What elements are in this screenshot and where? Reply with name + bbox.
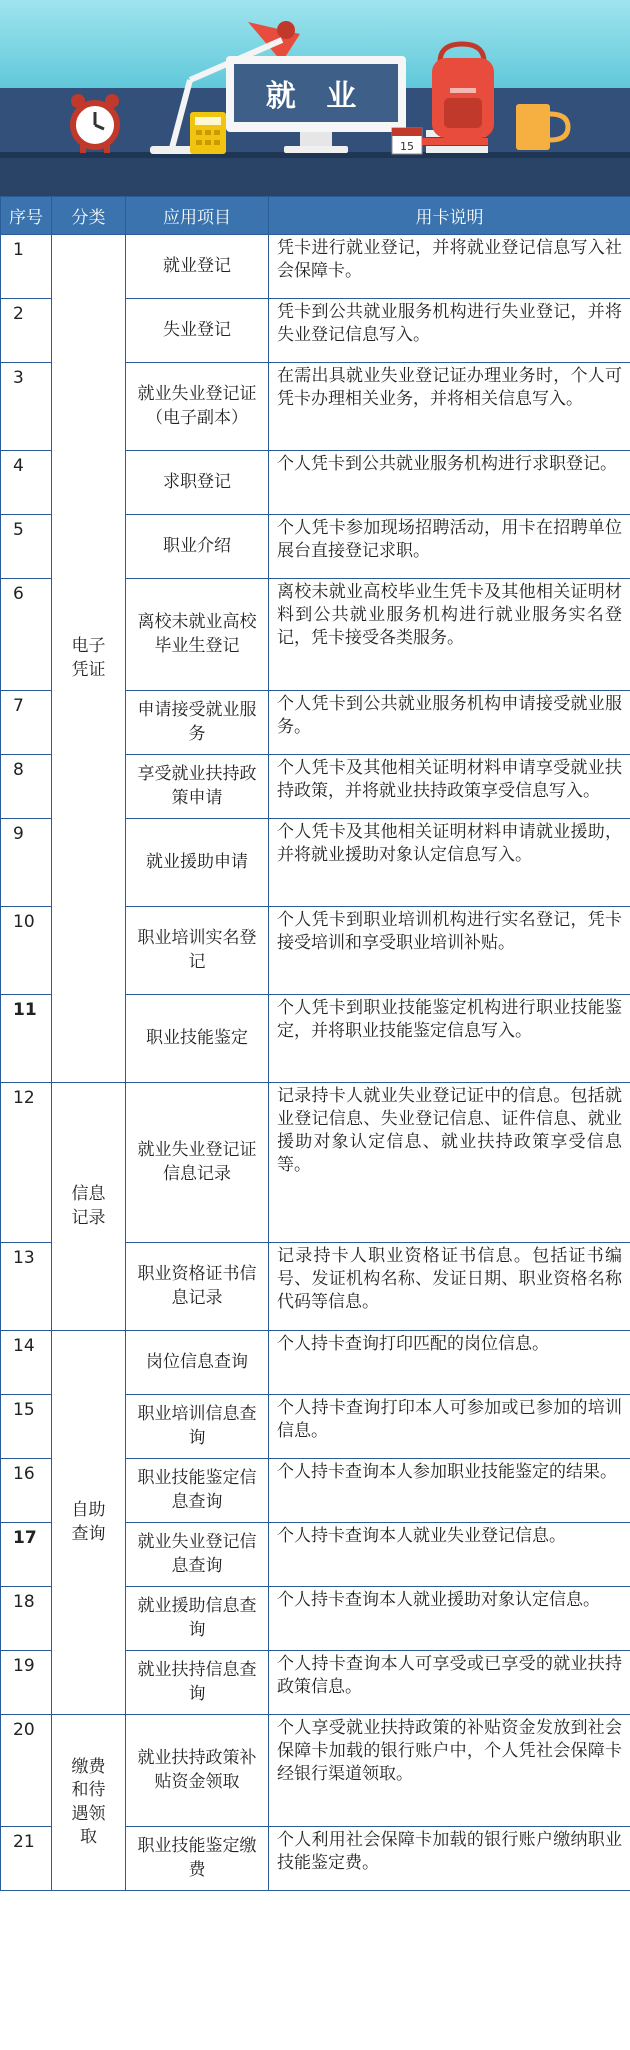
row-description: 凭卡进行就业登记，并将就业登记信息写入社会保障卡。 [269, 235, 630, 299]
calculator-icon [190, 112, 226, 154]
row-number: 16 [1, 1459, 52, 1523]
row-number: 20 [1, 1715, 52, 1827]
row-item: 就业登记 [126, 235, 269, 299]
row-number: 10 [1, 907, 52, 995]
row-description: 个人持卡查询本人参加职业技能鉴定的结果。 [269, 1459, 630, 1523]
row-number: 13 [1, 1243, 52, 1331]
row-item: 职业培训信息查询 [126, 1395, 269, 1459]
row-number: 15 [1, 1395, 52, 1459]
row-description: 个人凭卡到职业培训机构进行实名登记，凭卡接受培训和享受职业培训补贴。 [269, 907, 630, 995]
row-item: 就业扶持信息查询 [126, 1651, 269, 1715]
header-num: 序号 [1, 197, 52, 235]
table-row [1, 1715, 630, 1827]
row-description: 个人凭卡到公共就业服务机构进行求职登记。 [269, 451, 630, 515]
row-number: 8 [1, 755, 52, 819]
table-row [1, 235, 630, 299]
row-description: 离校未就业高校毕业生凭卡及其他相关证明材料到公共就业服务机构进行就业服务实名登记，凭卡接受各类服务。 [269, 579, 630, 691]
row-item: 职业介绍 [126, 515, 269, 579]
row-number: 18 [1, 1587, 52, 1651]
row-item: 就业失业登记证信息记录 [126, 1083, 269, 1243]
row-description: 凭卡到公共就业服务机构进行失业登记，并将失业登记信息写入。 [269, 299, 630, 363]
row-item: 职业技能鉴定 [126, 995, 269, 1083]
row-number: 9 [1, 819, 52, 907]
header-category: 分类 [52, 197, 126, 235]
row-number: 6 [1, 579, 52, 691]
calendar-day: 15 [400, 140, 414, 153]
row-number: 21 [1, 1827, 52, 1891]
banner [0, 0, 630, 196]
row-number: 5 [1, 515, 52, 579]
employment-card-table [0, 196, 630, 1891]
row-number: 1 [1, 235, 52, 299]
row-number: 17 [1, 1523, 52, 1587]
row-item: 岗位信息查询 [126, 1331, 269, 1395]
header-desc: 用卡说明 [269, 197, 630, 235]
row-item: 就业援助申请 [126, 819, 269, 907]
row-item: 就业失业登记信息查询 [126, 1523, 269, 1587]
row-item: 申请接受就业服务 [126, 691, 269, 755]
row-description: 个人凭卡及其他相关证明材料申请就业援助，并将就业援助对象认定信息写入。 [269, 819, 630, 907]
row-description: 个人凭卡到公共就业服务机构申请接受就业服务。 [269, 691, 630, 755]
table-header-row [1, 197, 630, 235]
row-category: 信息 记录 [52, 1083, 126, 1331]
row-number: 14 [1, 1331, 52, 1395]
row-description: 在需出具就业失业登记证办理业务时，个人可凭卡办理相关业务，并将相关信息写入。 [269, 363, 630, 451]
row-item: 离校未就业高校毕业生登记 [126, 579, 269, 691]
row-number: 12 [1, 1083, 52, 1243]
row-item: 职业培训实名登记 [126, 907, 269, 995]
header-item: 应用项目 [126, 197, 269, 235]
table-row [1, 1083, 630, 1243]
row-item: 享受就业扶持政策申请 [126, 755, 269, 819]
row-item: 职业资格证书信息记录 [126, 1243, 269, 1331]
row-description: 个人持卡查询打印本人可参加或已参加的培训信息。 [269, 1395, 630, 1459]
row-number: 4 [1, 451, 52, 515]
row-number: 2 [1, 299, 52, 363]
row-description: 个人利用社会保障卡加载的银行账户缴纳职业技能鉴定费。 [269, 1827, 630, 1891]
row-description: 个人凭卡参加现场招聘活动，用卡在招聘单位展台直接登记求职。 [269, 515, 630, 579]
row-number: 3 [1, 363, 52, 451]
row-description: 个人持卡查询本人可享受或已享受的就业扶持政策信息。 [269, 1651, 630, 1715]
row-item: 求职登记 [126, 451, 269, 515]
row-description: 个人凭卡到职业技能鉴定机构进行职业技能鉴定，并将职业技能鉴定信息写入。 [269, 995, 630, 1083]
table-row [1, 1331, 630, 1395]
row-number: 7 [1, 691, 52, 755]
row-category: 电子 凭证 [52, 235, 126, 1083]
row-category: 自助 查询 [52, 1331, 126, 1715]
backpack-icon [432, 44, 494, 138]
page-title: 就 业 [265, 79, 367, 114]
row-number: 19 [1, 1651, 52, 1715]
row-description: 个人凭卡及其他相关证明材料申请享受就业扶持政策，并将就业扶持政策享受信息写入。 [269, 755, 630, 819]
row-category: 缴费 和待 遇领 取 [52, 1715, 126, 1891]
row-item: 失业登记 [126, 299, 269, 363]
row-item: 就业援助信息查询 [126, 1587, 269, 1651]
row-description: 个人享受就业扶持政策的补贴资金发放到社会保障卡加载的银行账户中，个人凭社会保障卡经银行渠道领取。 [269, 1715, 630, 1827]
row-item: 就业扶持政策补贴资金领取 [126, 1715, 269, 1827]
row-item: 职业技能鉴定信息查询 [126, 1459, 269, 1523]
row-number: 11 [1, 995, 52, 1083]
row-item: 职业技能鉴定缴费 [126, 1827, 269, 1891]
row-description: 记录持卡人职业资格证书信息。包括证书编号、发证机构名称、发证日期、职业资格名称代码等信息。 [269, 1243, 630, 1331]
table-body [1, 235, 630, 1891]
row-description: 个人持卡查询打印匹配的岗位信息。 [269, 1331, 630, 1395]
row-description: 个人持卡查询本人就业援助对象认定信息。 [269, 1587, 630, 1651]
row-description: 记录持卡人就业失业登记证中的信息。包括就业登记信息、失业登记信息、证件信息、就业援助对象认定信息、就业扶持政策享受信息等。 [269, 1083, 630, 1243]
row-item: 就业失业登记证（电子副本） [126, 363, 269, 451]
row-description: 个人持卡查询本人就业失业登记信息。 [269, 1523, 630, 1587]
